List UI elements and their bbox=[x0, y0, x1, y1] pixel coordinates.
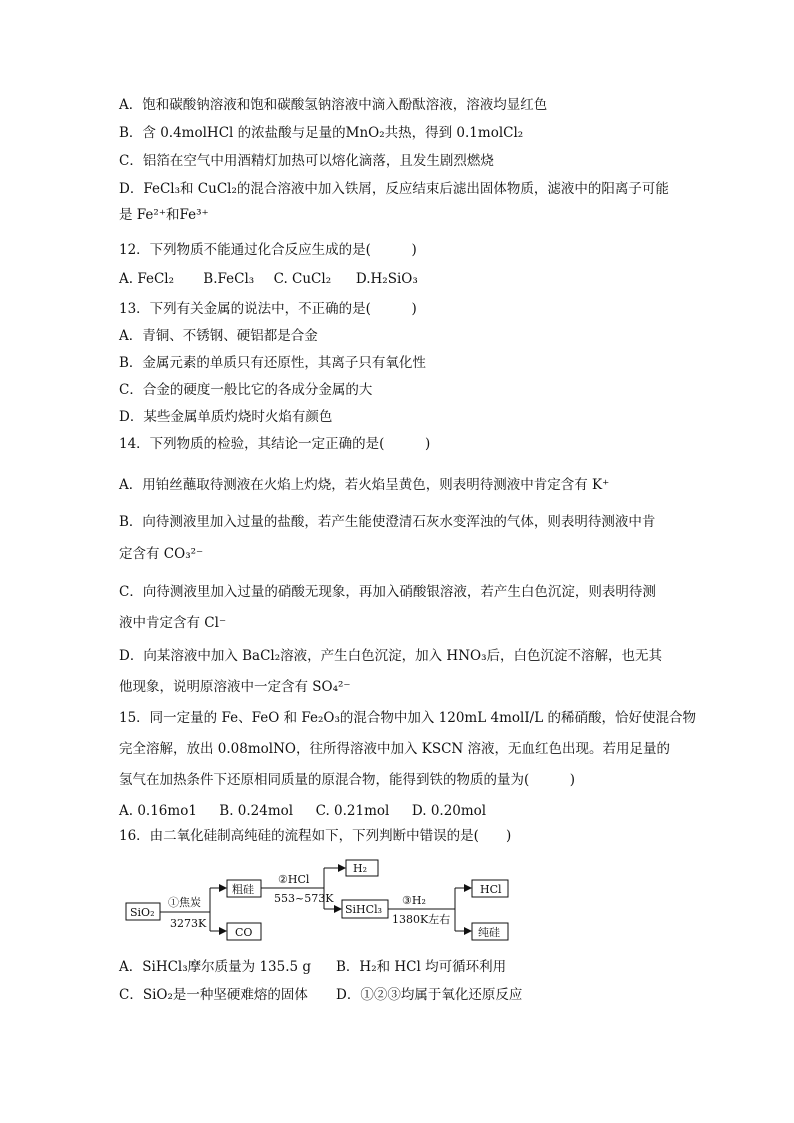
q15-stem-line1: 15．同一定量的 Fe、FeO 和 Fe₂O₃的混合物中加入 120mL 4molI/L 的稀硝酸，恰好使混合物 bbox=[119, 710, 696, 726]
q12-option-a: A. FeCl₂ bbox=[119, 271, 175, 287]
flow-step1-label: ①焦炭 bbox=[168, 896, 201, 909]
q11-option-c: C．铝箔在空气中用酒精灯加热可以熔化滴落，且发生剧烈燃烧 bbox=[119, 153, 494, 169]
flow-temp2-label: 553~573K bbox=[274, 892, 334, 905]
q16-option-b: B．H₂和 HCl 均可循环利用 bbox=[336, 959, 507, 975]
flow-crude-si-label: 粗硅 bbox=[232, 883, 254, 896]
q16-option-a: A．SiHCl₃摩尔质量为 135.5 g bbox=[119, 959, 312, 975]
q14-option-d-line2: 他现象，说明原溶液中一定含有 SO₄²⁻ bbox=[119, 679, 351, 695]
flow-sio2-label: SiO₂ bbox=[130, 906, 155, 919]
q14-option-b-line1: B．向待测液里加入过量的盐酸，若产生能使澄清石灰水变浑浊的气体，则表明待测液中肯 bbox=[119, 514, 656, 530]
q13-stem: 13．下列有关金属的说法中，不正确的是( ) bbox=[119, 301, 417, 317]
q16-option-d: D．①②③均属于氧化还原反应 bbox=[336, 987, 523, 1003]
q15-options bbox=[119, 802, 486, 820]
q15-option-b: B. 0.24mol bbox=[219, 803, 294, 819]
flow-co-label: CO bbox=[235, 926, 253, 939]
q14-option-c-line1: C．向待测液里加入过量的硝酸无现象，再加入硝酸银溶液，若产生白色沉淀，则表明待测 bbox=[119, 584, 656, 600]
q15-option-c: C. 0.21mol bbox=[315, 803, 390, 819]
q11-option-d-line2: 是 Fe²⁺和Fe³⁺ bbox=[119, 207, 209, 223]
flow-h2-label: H₂ bbox=[353, 862, 368, 875]
q16-flow-diagram bbox=[118, 850, 538, 950]
q12-option-c: C. CuCl₂ bbox=[273, 271, 332, 287]
q12-option-d: D.H₂SiO₃ bbox=[355, 271, 418, 287]
q14-option-d-line1: D．向某溶液中加入 BaCl₂溶液，产生白色沉淀，加入 HNO₃后，白色沉淀不溶解，也无其 bbox=[119, 648, 662, 664]
q15-option-a: A. 0.16mo1 bbox=[119, 803, 197, 819]
q16-stem: 16．由二氧化硅制高纯硅的流程如下，下列判断中错误的是( ) bbox=[119, 828, 512, 844]
q13-option-b: B．金属元素的单质只有还原性，其离子只有氧化性 bbox=[119, 355, 426, 371]
flow-temp3-label: 1380K左右 bbox=[392, 913, 451, 926]
q11-option-a: A．饱和碳酸钠溶液和饱和碳酸氢钠溶液中滴入酚酞溶液，溶液均显红色 bbox=[119, 97, 548, 113]
q14-option-c-line2: 液中肯定含有 Cl⁻ bbox=[119, 615, 227, 631]
q13-option-d: D．某些金属单质灼烧时火焰有颜色 bbox=[119, 409, 333, 425]
q13-option-c: C．合金的硬度一般比它的各成分金属的大 bbox=[119, 382, 373, 398]
q16-option-c: C．SiO₂是一种坚硬难熔的固体 bbox=[119, 987, 308, 1003]
q11-option-b: B．含 0.4molHCl 的浓盐酸与足量的MnO₂共热，得到 0.1molCl₂ bbox=[119, 125, 524, 141]
flow-pure-si-label: 纯硅 bbox=[478, 926, 500, 939]
q15-option-d: D. 0.20mol bbox=[411, 803, 487, 819]
q11-option-d-line1: D．FeCl₃和 CuCl₂的混合溶液中加入铁屑，反应结束后滤出固体物质，滤液中的阳离子可能 bbox=[119, 181, 669, 197]
flow-step2-label: ②HCl bbox=[278, 873, 310, 886]
q12-option-b: B.FeCl₃ bbox=[203, 271, 255, 287]
q15-stem-line2: 完全溶解，放出 0.08molNO，往所得溶液中加入 KSCN 溶液，无血红色出现。若用足量的 bbox=[119, 741, 671, 757]
q14-option-a: A．用铂丝蘸取待测液在火焰上灼烧，若火焰呈黄色，则表明待测液中肯定含有 K⁺ bbox=[119, 477, 610, 493]
q14-option-b-line2: 定含有 CO₃²⁻ bbox=[119, 546, 204, 562]
q12-options bbox=[119, 270, 418, 288]
q15-stem-line3: 氢气在加热条件下还原相同质量的原混合物，能得到铁的物质的量为( ) bbox=[119, 772, 576, 788]
flow-sihcl3-label: SiHCl₃ bbox=[345, 903, 382, 916]
flow-step3-label: ③H₂ bbox=[402, 894, 426, 907]
q14-stem: 14．下列物质的检验，其结论一定正确的是( ) bbox=[119, 436, 431, 452]
q13-option-a: A．青铜、不锈钢、硬铝都是合金 bbox=[119, 328, 318, 344]
q12-stem: 12．下列物质不能通过化合反应生成的是( ) bbox=[119, 242, 417, 258]
flow-temp1-label: 3273K bbox=[170, 917, 207, 930]
flow-hcl-label: HCl bbox=[480, 883, 502, 896]
